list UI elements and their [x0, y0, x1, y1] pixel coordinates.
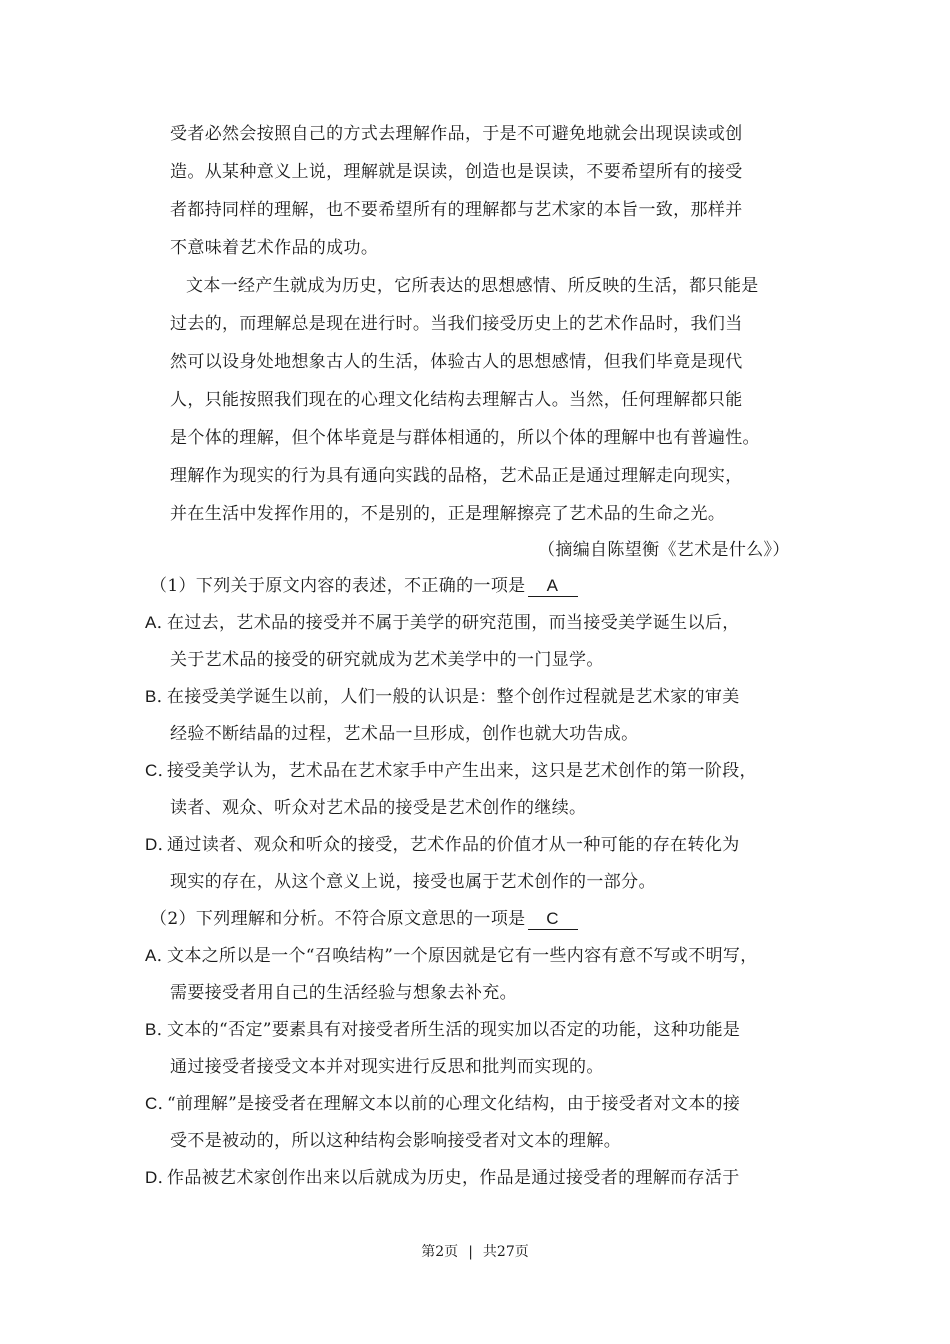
passage-line: 不意味着艺术作品的成功。: [170, 238, 379, 258]
question-2-stem: [150, 907, 578, 931]
option-c: [145, 1092, 740, 1116]
passage-line: 并在生活中发挥作用的，不是别的，正是理解擦亮了艺术品的生命之光。: [170, 504, 726, 524]
passage-line: 受者必然会按照自己的方式去理解作品，于是不可避免地就会出现误读或创: [170, 124, 743, 144]
passage-line: 然可以设身处地想象古人的生活，体验古人的思想感情，但我们毕竟是现代: [170, 352, 743, 372]
option-letter: C．: [145, 761, 175, 780]
option-text: 文本之所以是一个“召唤结构”一个原因就是它有一些内容有意不写或不明写，: [167, 946, 758, 966]
option-continuation: 通过接受者接受文本并对现实进行反思和批判而实现的。: [170, 1057, 604, 1077]
option-d: [145, 833, 740, 857]
passage-line: 过去的，而理解总是现在进行时。当我们接受历史上的艺术作品时，我们当: [170, 314, 743, 334]
option-letter: C．: [145, 1094, 175, 1113]
option-letter: B．: [145, 1020, 175, 1039]
option-text: 接受美学认为，艺术品在艺术家手中产生出来，这只是艺术创作的第一阶段，: [167, 761, 757, 781]
question-stem-text: （2）下列理解和分析。不符合原文意思的一项是: [150, 909, 526, 929]
option-continuation: 现实的存在，从这个意义上说，接受也属于艺术创作的一部分。: [170, 872, 656, 892]
question-1-stem: [150, 574, 578, 598]
option-text: 作品被艺术家创作出来以后就成为历史，作品是通过接受者的理解而存活于: [167, 1168, 740, 1188]
option-text: 在接受美学诞生以前，人们一般的认识是：整个创作过程就是艺术家的审美: [167, 687, 740, 707]
option-letter: B．: [145, 687, 175, 706]
option-text: 在过去，艺术品的接受并不属于美学的研究范围，而当接受美学诞生以后，: [167, 613, 740, 633]
passage-line: 理解作为现实的行为具有通向实践的品格，艺术品正是通过理解走向现实，: [170, 466, 743, 486]
option-text: 文本的“否定”要素具有对接受者所生活的现实加以否定的功能，这种功能是: [167, 1020, 741, 1040]
option-letter: A．: [145, 613, 175, 632]
footer-separator: |: [468, 1244, 473, 1260]
option-text: “前理解”是接受者在理解文本以前的心理文化结构，由于接受者对文本的接: [167, 1094, 741, 1114]
page-footer: [0, 1243, 950, 1261]
passage-line: 造。从某种意义上说，理解就是误读，创造也是误读，不要希望所有的接受: [170, 162, 743, 182]
passage-line: 人，只能按照我们现在的心理文化结构去理解古人。当然，任何理解都只能: [170, 390, 743, 410]
passage-line: 是个体的理解，但个体毕竟是与群体相通的，所以个体的理解中也有普遍性。: [170, 428, 760, 448]
page-total: 共27页: [482, 1244, 529, 1260]
answer-blank: C: [528, 909, 578, 930]
passage-source: （摘编自陈望衡《艺术是什么》）: [538, 540, 790, 560]
option-continuation: 需要接受者用自己的生活经验与想象去补充。: [170, 983, 517, 1003]
option-letter: D．: [145, 1168, 175, 1187]
option-d: [145, 1166, 740, 1190]
answer-blank: A: [528, 576, 578, 597]
passage-line: 者都持同样的理解，也不要希望所有的理解都与艺术家的本旨一致，那样并: [170, 200, 743, 220]
option-a: [145, 611, 740, 635]
option-b: [145, 685, 740, 709]
question-stem-text: （1）下列关于原文内容的表述，不正确的一项是: [150, 576, 526, 596]
option-continuation: 经验不断结晶的过程，艺术品一旦形成，创作也就大功告成。: [170, 724, 639, 744]
passage-line: 文本一经产生就成为历史，它所表达的思想感情、所反映的生活，都只能是: [186, 276, 759, 296]
option-text: 通过读者、观众和听众的接受，艺术作品的价值才从一种可能的存在转化为: [167, 835, 740, 855]
option-b: [145, 1018, 740, 1042]
page-number: 第2页: [421, 1244, 459, 1260]
option-letter: A．: [145, 946, 175, 965]
option-a: [145, 944, 758, 968]
option-letter: D．: [145, 835, 175, 854]
option-c: [145, 759, 757, 783]
option-continuation: 关于艺术品的接受的研究就成为艺术美学中的一门显学。: [170, 650, 604, 670]
option-continuation: 受不是被动的，所以这种结构会影响接受者对文本的理解。: [170, 1131, 622, 1151]
option-continuation: 读者、观众、听众对艺术品的接受是艺术创作的继续。: [170, 798, 587, 818]
